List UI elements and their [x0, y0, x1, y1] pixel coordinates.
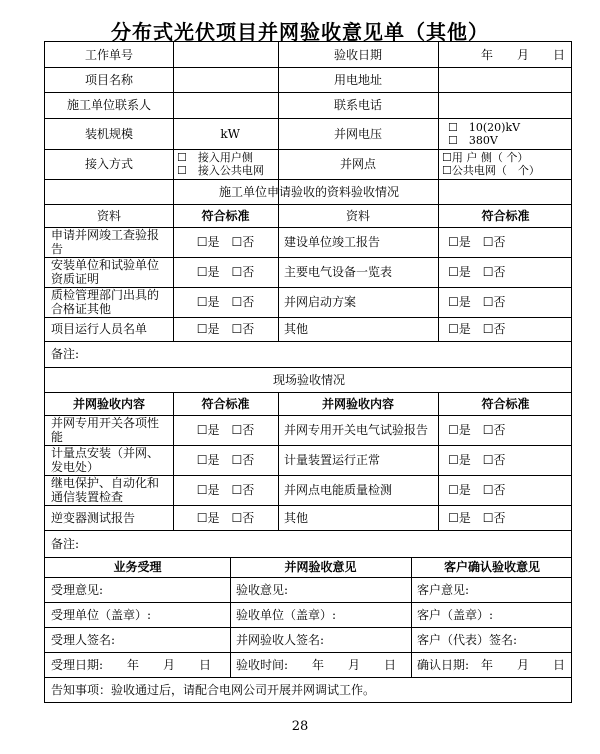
site-remark[interactable]: 备注:: [51, 536, 80, 551]
voltage-option-380v[interactable]: ☐ 380V: [448, 133, 498, 147]
grid-voltage-label: 并网电压: [333, 126, 382, 141]
contact-phone-label: 联系电话: [333, 98, 382, 112]
doc-row-4-right: 其他: [284, 322, 309, 336]
opinion-r4-c3[interactable]: 确认日期: 年 月 日: [417, 657, 566, 672]
site-row-2-check-right[interactable]: ☐是 ☐否: [448, 453, 506, 467]
opinion-r2-c2[interactable]: 验收单位（盖章）:: [236, 607, 337, 622]
site-row-4-left: 逆变器测试报告: [51, 510, 136, 525]
site-row-4-check-left[interactable]: ☐是 ☐否: [196, 510, 255, 525]
opinion-r2-c3[interactable]: 客户（盖章）:: [417, 607, 494, 622]
site-section-header: 现场验收情况: [272, 372, 345, 387]
voltage-option-10kv[interactable]: ☐ 10(20)kV: [448, 120, 521, 134]
opinion-col-grid: 并网验收意见: [284, 560, 357, 574]
doc-row-1-check-left[interactable]: ☐是 ☐否: [196, 235, 255, 249]
site-row-2-check-left[interactable]: ☐是 ☐否: [196, 453, 255, 467]
access-mode-label: 接入方式: [84, 157, 133, 171]
doc-row-3-check-left[interactable]: ☐是 ☐否: [196, 295, 255, 309]
access-option-user-side[interactable]: ☐ 接入用户侧: [177, 151, 253, 164]
doc-col-material-2: 资料: [345, 208, 370, 223]
doc-row-2-left: 安装单位和试验单位资质证明: [51, 258, 160, 286]
doc-col-material: 资料: [96, 208, 121, 223]
capacity-unit: kW: [220, 126, 240, 141]
site-row-1-check-right[interactable]: ☐是 ☐否: [448, 423, 506, 437]
site-row-1-right: 并网专用开关电气试验报告: [284, 423, 429, 437]
access-option-public-grid[interactable]: ☐ 接入公共电网: [177, 164, 264, 177]
grid-voltage-options: [438, 118, 573, 149]
site-row-3-check-left[interactable]: ☐是 ☐否: [196, 483, 255, 497]
doc-row-1-left: 申请并网竣工查验报告: [51, 228, 160, 256]
opinion-r4-c2[interactable]: 验收时间: 年 月 日: [236, 657, 397, 672]
opinion-r1-c3[interactable]: 客户意见:: [417, 582, 470, 597]
page-number: 28: [291, 719, 309, 734]
site-row-1-left: 并网专用开关各项性能: [51, 416, 160, 444]
doc-row-3-check-right[interactable]: ☐是 ☐否: [448, 295, 506, 309]
capacity-label: 装机规模: [84, 126, 133, 141]
doc-row-2-right: 主要电气设备一览表: [284, 265, 393, 279]
site-col-content: 并网验收内容: [72, 396, 145, 411]
opinion-r2-c1[interactable]: 受理单位（盖章）:: [51, 607, 152, 622]
opinion-col-acceptance: 业务受理: [113, 560, 162, 574]
site-col-standard-2: 符合标准: [481, 396, 530, 411]
doc-section-header: 施工单位申请验收的资料验收情况: [218, 184, 399, 199]
acceptance-date-label: 验收日期: [333, 47, 382, 62]
opinion-col-customer: 客户确认验收意见: [443, 560, 540, 574]
doc-remark[interactable]: 备注:: [51, 347, 80, 361]
opinion-r1-c1[interactable]: 受理意见:: [51, 582, 104, 597]
doc-row-1-check-right[interactable]: ☐是 ☐否: [448, 235, 506, 249]
doc-row-4-left: 项目运行人员名单: [51, 322, 148, 336]
opinion-r3-c2[interactable]: 并网验收人签名:: [236, 632, 325, 647]
site-row-3-check-right[interactable]: ☐是 ☐否: [448, 483, 506, 497]
site-row-3-left: 继电保护、自动化和通信装置检查: [51, 476, 160, 504]
point-option-public-grid[interactable]: ☐公共电网（ 个）: [442, 164, 540, 177]
doc-row-3-right: 并网启动方案: [284, 295, 357, 309]
power-address-label: 用电地址: [333, 72, 382, 87]
site-row-4-right: 其他: [284, 510, 309, 525]
doc-row-4-check-left[interactable]: ☐是 ☐否: [196, 322, 255, 336]
acceptance-form: [44, 41, 572, 703]
access-mode-options: [173, 149, 278, 179]
doc-row-1-right: 建设单位竣工报告: [284, 235, 381, 249]
opinion-r3-c3[interactable]: 客户（代表）签名:: [417, 632, 518, 647]
notice-text: 告知事项：验收通过后，请配合电网公司开展并网调试工作。: [51, 682, 376, 697]
contractor-contact-label: 施工单位联系人: [66, 98, 151, 112]
site-row-1-check-left[interactable]: ☐是 ☐否: [196, 423, 255, 437]
doc-col-standard: 符合标准: [201, 208, 250, 223]
opinion-r1-c2[interactable]: 验收意见:: [236, 582, 289, 597]
doc-row-2-check-right[interactable]: ☐是 ☐否: [448, 265, 506, 279]
acceptance-date-value: 年 月 日: [480, 47, 565, 62]
opinion-r4-c1[interactable]: 受理日期: 年 月 日: [51, 657, 212, 672]
site-row-2-left: 计量点安装（并网、发电处）: [51, 446, 160, 474]
grid-point-options: [438, 149, 573, 179]
opinion-r3-c1[interactable]: 受理人签名:: [51, 632, 116, 647]
project-name-label: 项目名称: [84, 72, 133, 87]
doc-row-3-left: 质检管理部门出具的合格证其他: [51, 288, 160, 316]
site-row-2-right: 计量装置运行正常: [284, 453, 381, 467]
doc-col-standard-2: 符合标准: [481, 208, 530, 223]
work-order-label: 工作单号: [84, 47, 133, 62]
site-col-standard: 符合标准: [201, 396, 250, 411]
site-col-content-2: 并网验收内容: [321, 396, 394, 411]
point-option-user-side[interactable]: ☐用 户 侧（ 个）: [442, 151, 529, 164]
site-row-4-check-right[interactable]: ☐是 ☐否: [448, 510, 506, 525]
doc-row-2-check-left[interactable]: ☐是 ☐否: [196, 265, 255, 279]
grid-point-label: 并网点: [339, 157, 376, 171]
site-row-3-right: 并网点电能质量检测: [284, 483, 393, 497]
form-title: 分布式光伏项目并网验收意见单（其他）: [111, 20, 489, 44]
doc-row-4-check-right[interactable]: ☐是 ☐否: [448, 322, 506, 336]
